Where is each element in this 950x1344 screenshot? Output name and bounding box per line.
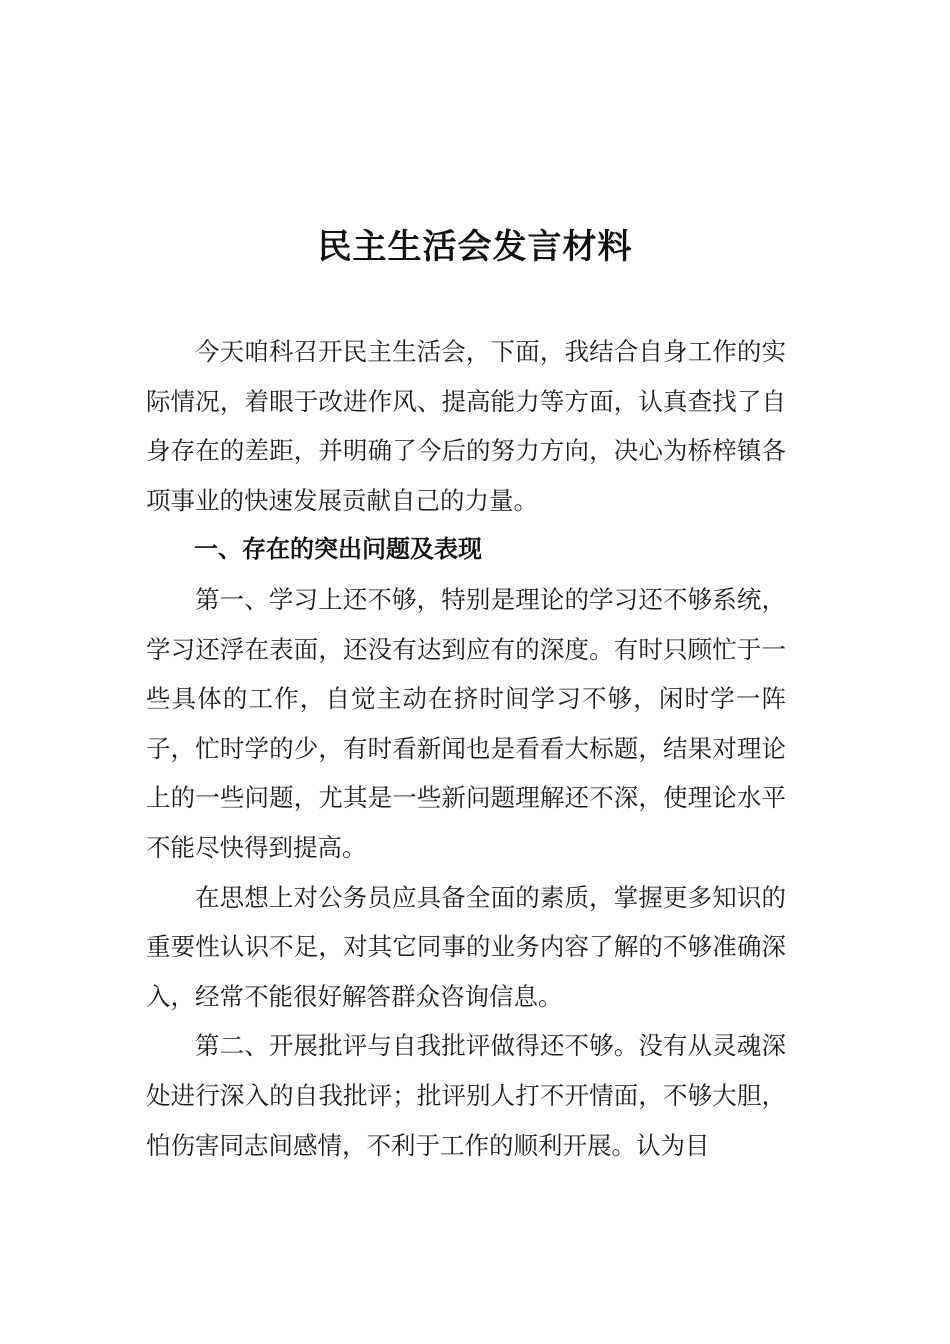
document-body xyxy=(146,327,786,1170)
paragraph-study: 第一、学习上还不够，特别是理论的学习还不够系统，学习还浮在表面，还没有达到应有的深度。有时只顾忙于一些具体的工作，自觉主动在挤时间学习不够，闲时学一阵子，忙时学的少，有时看新闻也是看看大标题，结果对理论上的一些问题，尤其是一些新问题理解还不深，使理论水平不能尽快得到提高。 xyxy=(146,584,786,862)
intro-paragraph: 今天咱科召开民主生活会，下面，我结合自身工作的实际情况，着眼于改进作风、提高能力等方面，认真查找了自身存在的差距，并明确了今后的努力方向，决心为桥梓镇各项事业的快速发展贡献自己的力量。 xyxy=(146,337,786,515)
paragraph-thinking: 在思想上对公务员应具备全面的素质，掌握更多知识的重要性认识不足，对其它同事的业务内容了解的不够准确深入，经常不能很好解答群众咨询信息。 xyxy=(146,882,786,1011)
document-title: 民主生活会发言材料 xyxy=(317,227,633,267)
paragraph-criticism: 第二、开展批评与自我批评做得还不够。没有从灵魂深处进行深入的自我批评；批评别人打不开情面，不够大胆，怕伤害同志间感情，不利于工作的顺利开展。认为目 xyxy=(146,1031,786,1160)
section-heading-problems: 一、存在的突出问题及表现 xyxy=(194,535,482,564)
